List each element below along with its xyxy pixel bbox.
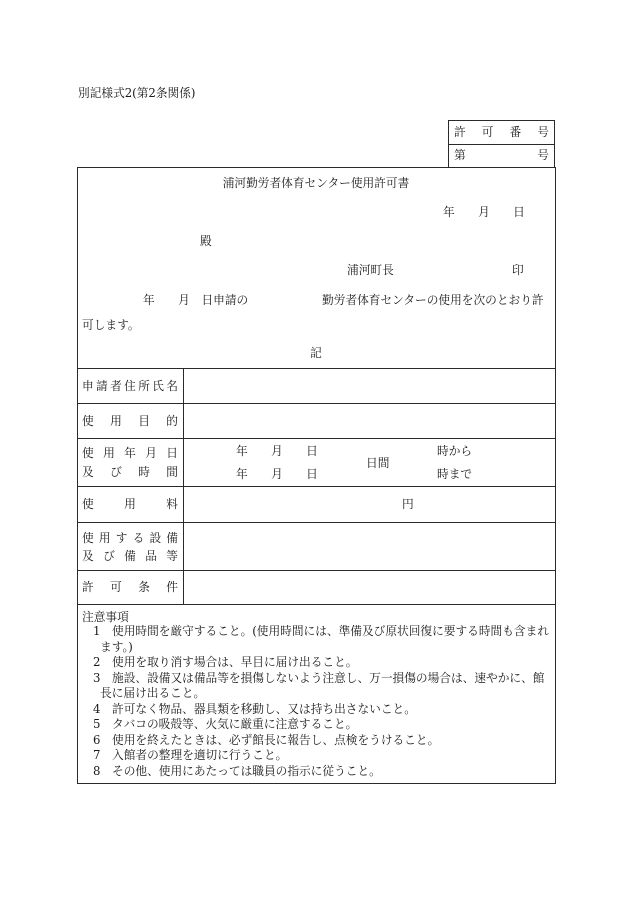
permit-number-label: 許 可 番 号 [454,125,549,139]
seal-mark: 印 [512,263,524,277]
period-label-line1: 使用年月日 [82,446,178,460]
note-line: 使用時間を厳守すること。(使用時間には、準備及び原状回復に要する時間も含まれ [112,624,549,638]
note-line-continued: ます。) [100,639,133,654]
period-start-date: 年 月 日 [236,444,318,458]
applicant-label: 申請者住所氏名 [82,379,178,393]
period-start-time: 時から [437,444,473,458]
note-item [82,624,552,655]
table-rule-row3 [77,438,556,439]
note-line: タバコの吸殻等、火気に厳重に注意すること。 [112,717,358,731]
note-number: 2 [93,655,101,669]
note-item [82,764,552,780]
period-end-date: 年 月 日 [236,467,318,481]
note-number: 6 [93,732,101,747]
table-rule-bottom [77,604,556,605]
period-days: 日間 [366,456,390,470]
purpose-label: 使 用 目 的 [82,414,178,428]
note-number: 3 [93,670,101,685]
note-line: 入館者の整理を適切に行うこと。 [112,748,288,762]
note-line: 使用を終えたときは、必ず館長に報告し、点検をうけること。 [112,732,440,747]
note-item [82,717,552,733]
note-number: 7 [93,748,101,762]
note-line-continued: 長に届け出ること。 [100,686,206,700]
document-title: 浦河勤労者体育センター使用許可書 [222,176,410,190]
period-end-time: 時まで [437,467,473,481]
fee-unit: 円 [402,497,414,511]
recipient-suffix: 殿 [200,234,212,248]
ki-marker: 記 [310,346,322,360]
note-line: 許可なく物品、器具類を移動し、又は持ち出さないこと。 [112,701,416,716]
note-number: 8 [93,763,101,778]
table-label-divider [183,368,184,604]
period-label-line2: 及び時間 [82,465,178,479]
permit-box-divider [448,144,555,145]
issuer-name: 浦河町長 [347,263,394,277]
fee-label: 使 用 料 [82,497,178,511]
note-item [82,733,552,749]
table-rule-row5 [77,522,556,523]
notes-heading: 注意事項 [82,610,129,624]
note-line: その他、使用にあたっては職員の指示に従うこと。 [112,763,381,778]
issue-date: 年 月 日 [443,205,525,219]
permit-number-value: 第 号 [454,148,549,162]
note-item [82,748,552,764]
equipment-label-line2: 及び備品等 [82,549,178,563]
table-rule-row2 [77,403,556,404]
body-text-line2: 可します。 [82,318,140,332]
table-rule-row6 [77,570,556,571]
notes-list [82,624,552,779]
note-number: 1 [93,624,101,638]
body-application-date: 年 月 日申請の [143,293,249,307]
note-item [82,671,552,702]
table-rule-top [77,368,556,369]
note-number: 4 [93,701,101,716]
body-text-line1: 勤労者体育センターの使用を次のとおり許 [322,293,544,307]
note-number: 5 [93,717,101,731]
note-line: 施設、設備又は備品等を損傷しないよう注意し、万一損傷の場合は、速やかに、館 [112,670,545,685]
equipment-label-line1: 使用する設備 [82,531,178,545]
note-item [82,702,552,718]
table-rule-row4 [77,486,556,487]
note-item [82,655,552,671]
form-label: 別記様式2(第2条関係) [78,86,196,100]
note-line: 使用を取り消す場合は、早目に届け出ること。 [112,655,358,669]
conditions-label: 許 可 条 件 [82,580,178,594]
